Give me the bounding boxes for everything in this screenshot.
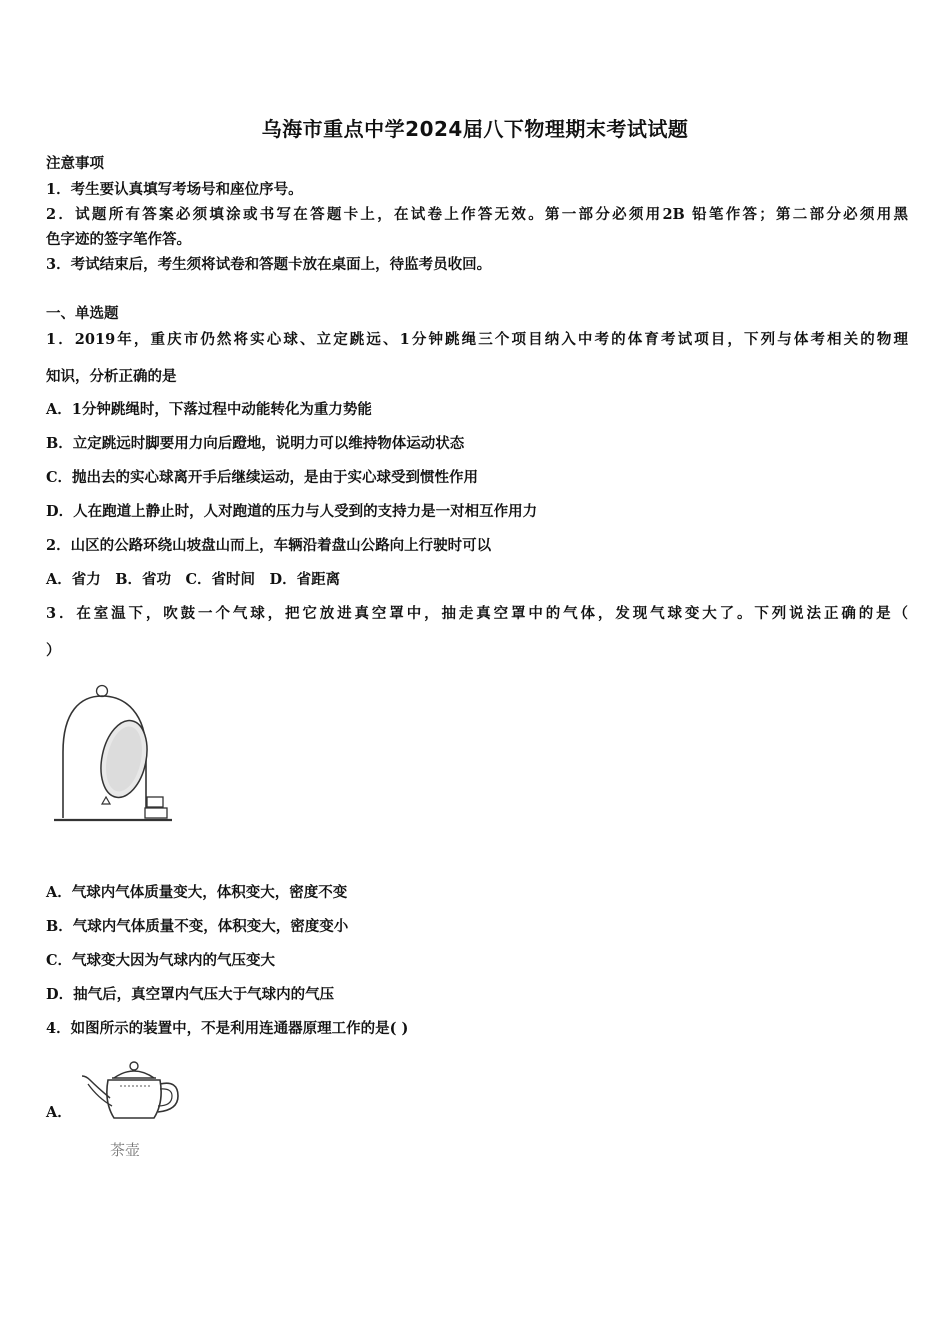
section-heading: 一、单选题 [46, 305, 119, 322]
q3-option-b: B．气球内气体质量不变，体积变大，密度变小 [46, 918, 349, 935]
q1-stem: 1．2019年，重庆市仍然将实心球、立定跳远、1分钟跳绳三个项目纳入中考的体育考试项目，下列与体考相关的物理 [46, 331, 908, 348]
valve-block [147, 797, 163, 807]
notice-item: 色字迹的签字笔作答。 [46, 231, 191, 248]
q4-option-a-label: A． [46, 1104, 72, 1121]
q3-stem: ） [46, 642, 61, 659]
q4-stem: 4．如图所示的装置中，不是利用连通器原理工作的是( ) [46, 1020, 409, 1037]
q1-stem: 知识，分析正确的是 [46, 368, 177, 385]
q3-option-a: A．气球内气体质量变大，体积变大，密度不变 [46, 884, 348, 901]
valve-base [145, 808, 167, 818]
notice-item: 1．考生要认真填写考场号和座位序号。 [46, 181, 303, 198]
page-title: 乌海市重点中学2024届八下物理期末考试试题 [261, 117, 689, 141]
q1-option-b: B．立定跳远时脚要用力向后蹬地，说明力可以维持物体运动状态 [46, 435, 465, 452]
q1-option-d: D．人在跑道上静止时，人对跑道的压力与人受到的支持力是一对相互作用力 [46, 503, 538, 520]
q3-option-c: C．气球变大因为气球内的气压变大 [46, 952, 276, 969]
q3-option-d: D．抽气后，真空罩内气压大于气球内的气压 [46, 986, 335, 1003]
notice-item: 3．考试结束后，考生须将试卷和答题卡放在桌面上，待监考员收回。 [46, 256, 492, 273]
q2-options: A．省力 B．省功 C．省时间 D．省距离 [46, 571, 341, 588]
q2-stem: 2．山区的公路环绕山坡盘山而上，车辆沿着盘山公路向上行驶时可以 [46, 537, 492, 554]
bell-jar-knob [97, 686, 108, 697]
q1-option-a: A．1分钟跳绳时，下落过程中动能转化为重力势能 [46, 401, 372, 418]
teapot-icon [78, 1058, 186, 1128]
q3-stem: 3．在室温下，吹鼓一个气球，把它放进真空罩中，抽走真空罩中的气体，发现气球变大了。下列说法正确的是（ [46, 605, 908, 622]
bell-jar-figure [50, 680, 175, 830]
notice-item: 2．试题所有答案必须填涂或书写在答题卡上，在试卷上作答无效。第一部分必须用2B 铅笔作答；第二部分必须用黑 [46, 206, 908, 223]
q1-option-c: C．抛出去的实心球离开手后继续运动，是由于实心球受到惯性作用 [46, 469, 479, 486]
teapot-caption: 茶壶 [110, 1141, 141, 1159]
notice-heading: 注意事项 [46, 155, 104, 172]
